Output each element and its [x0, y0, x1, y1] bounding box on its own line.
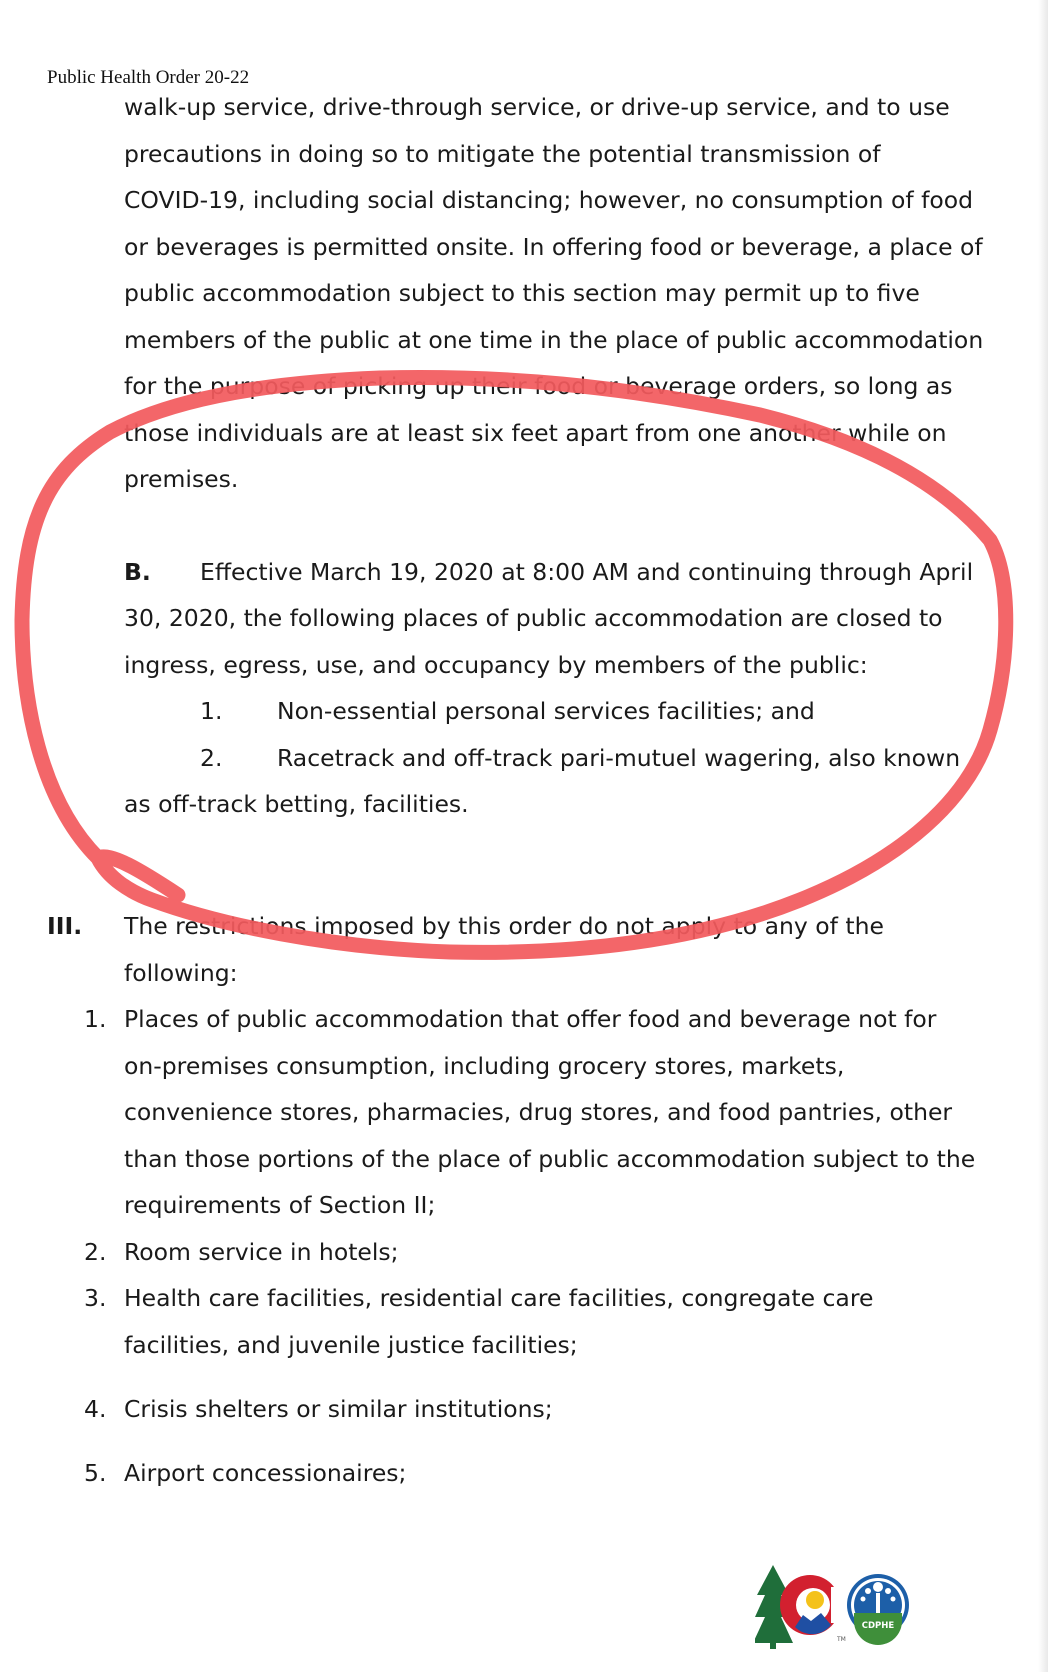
- paragraph-line: members of the public at one time in the place of public accommodation: [124, 326, 984, 354]
- paragraph-line: public accommodation subject to this section may permit up to five: [124, 279, 920, 307]
- cdphe-logo: [847, 1574, 909, 1645]
- list-item-line: Airport concessionaires;: [124, 1459, 407, 1487]
- list-item-line: than those portions of the place of public accommodation subject to the: [124, 1145, 976, 1173]
- list-number: 2.: [200, 744, 223, 772]
- cdphe-logo-text: CDPHE: [861, 1621, 895, 1631]
- list-item: Non-essential personal services facilities; and: [277, 697, 815, 725]
- trademark-mark: TM: [837, 1636, 846, 1643]
- list-item-line: Crisis shelters or similar institutions;: [124, 1395, 553, 1423]
- section-iii-marker: III.: [47, 912, 83, 940]
- list-item-line: Room service in hotels;: [124, 1238, 399, 1266]
- list-number: 1.: [84, 1005, 107, 1033]
- list-item: Racetrack and off-track pari-mutuel wagering, also known: [277, 744, 961, 772]
- list-item-line: facilities, and juvenile justice facilities;: [124, 1331, 578, 1359]
- list-number: 3.: [84, 1284, 107, 1312]
- section-b-line: ingress, egress, use, and occupancy by members of the public:: [124, 651, 868, 679]
- list-item-line: Places of public accommodation that offer food and beverage not for: [124, 1005, 937, 1033]
- section-b-line: 30, 2020, the following places of public accommodation are closed to: [124, 604, 943, 632]
- paragraph-line: precautions in doing so to mitigate the potential transmission of: [124, 140, 881, 168]
- list-number: 1.: [200, 697, 223, 725]
- section-b-line: Effective March 19, 2020 at 8:00 AM and continuing through April: [200, 558, 974, 586]
- order-header: Public Health Order 20-22: [47, 67, 250, 88]
- paragraph-line: those individuals are at least six feet apart from one another while on: [124, 419, 947, 447]
- paragraph-line: premises.: [124, 465, 239, 493]
- section-iii-line: following:: [124, 959, 238, 987]
- paragraph-line: COVID-19, including social distancing; however, no consumption of food: [124, 186, 974, 214]
- paragraph-line: walk-up service, drive-through service, or drive-up service, and to use: [124, 93, 950, 121]
- page-edge-shadow: [1038, 0, 1048, 1672]
- logos-block: [755, 1555, 915, 1655]
- list-item-line: convenience stores, pharmacies, drug stores, and food pantries, other: [124, 1098, 953, 1126]
- paragraph-line: for the purpose of picking up their food or beverage orders, so long as: [124, 372, 953, 400]
- colorado-c-logo: [780, 1575, 849, 1643]
- list-number: 5.: [84, 1459, 107, 1487]
- list-item-line: on-premises consumption, including grocery stores, markets,: [124, 1052, 845, 1080]
- section-b-line: as off-track betting, facilities.: [124, 790, 469, 818]
- paragraph-line: or beverages is permitted onsite. In offering food or beverage, a place of: [124, 233, 983, 261]
- section-iii-line: The restrictions imposed by this order do not apply to any of the: [124, 912, 884, 940]
- list-number: 4.: [84, 1395, 107, 1423]
- list-number: 2.: [84, 1238, 107, 1266]
- list-item-line: Health care facilities, residential care facilities, congregate care: [124, 1284, 874, 1312]
- list-item-line: requirements of Section II;: [124, 1191, 436, 1219]
- section-b-marker: B.: [124, 558, 151, 586]
